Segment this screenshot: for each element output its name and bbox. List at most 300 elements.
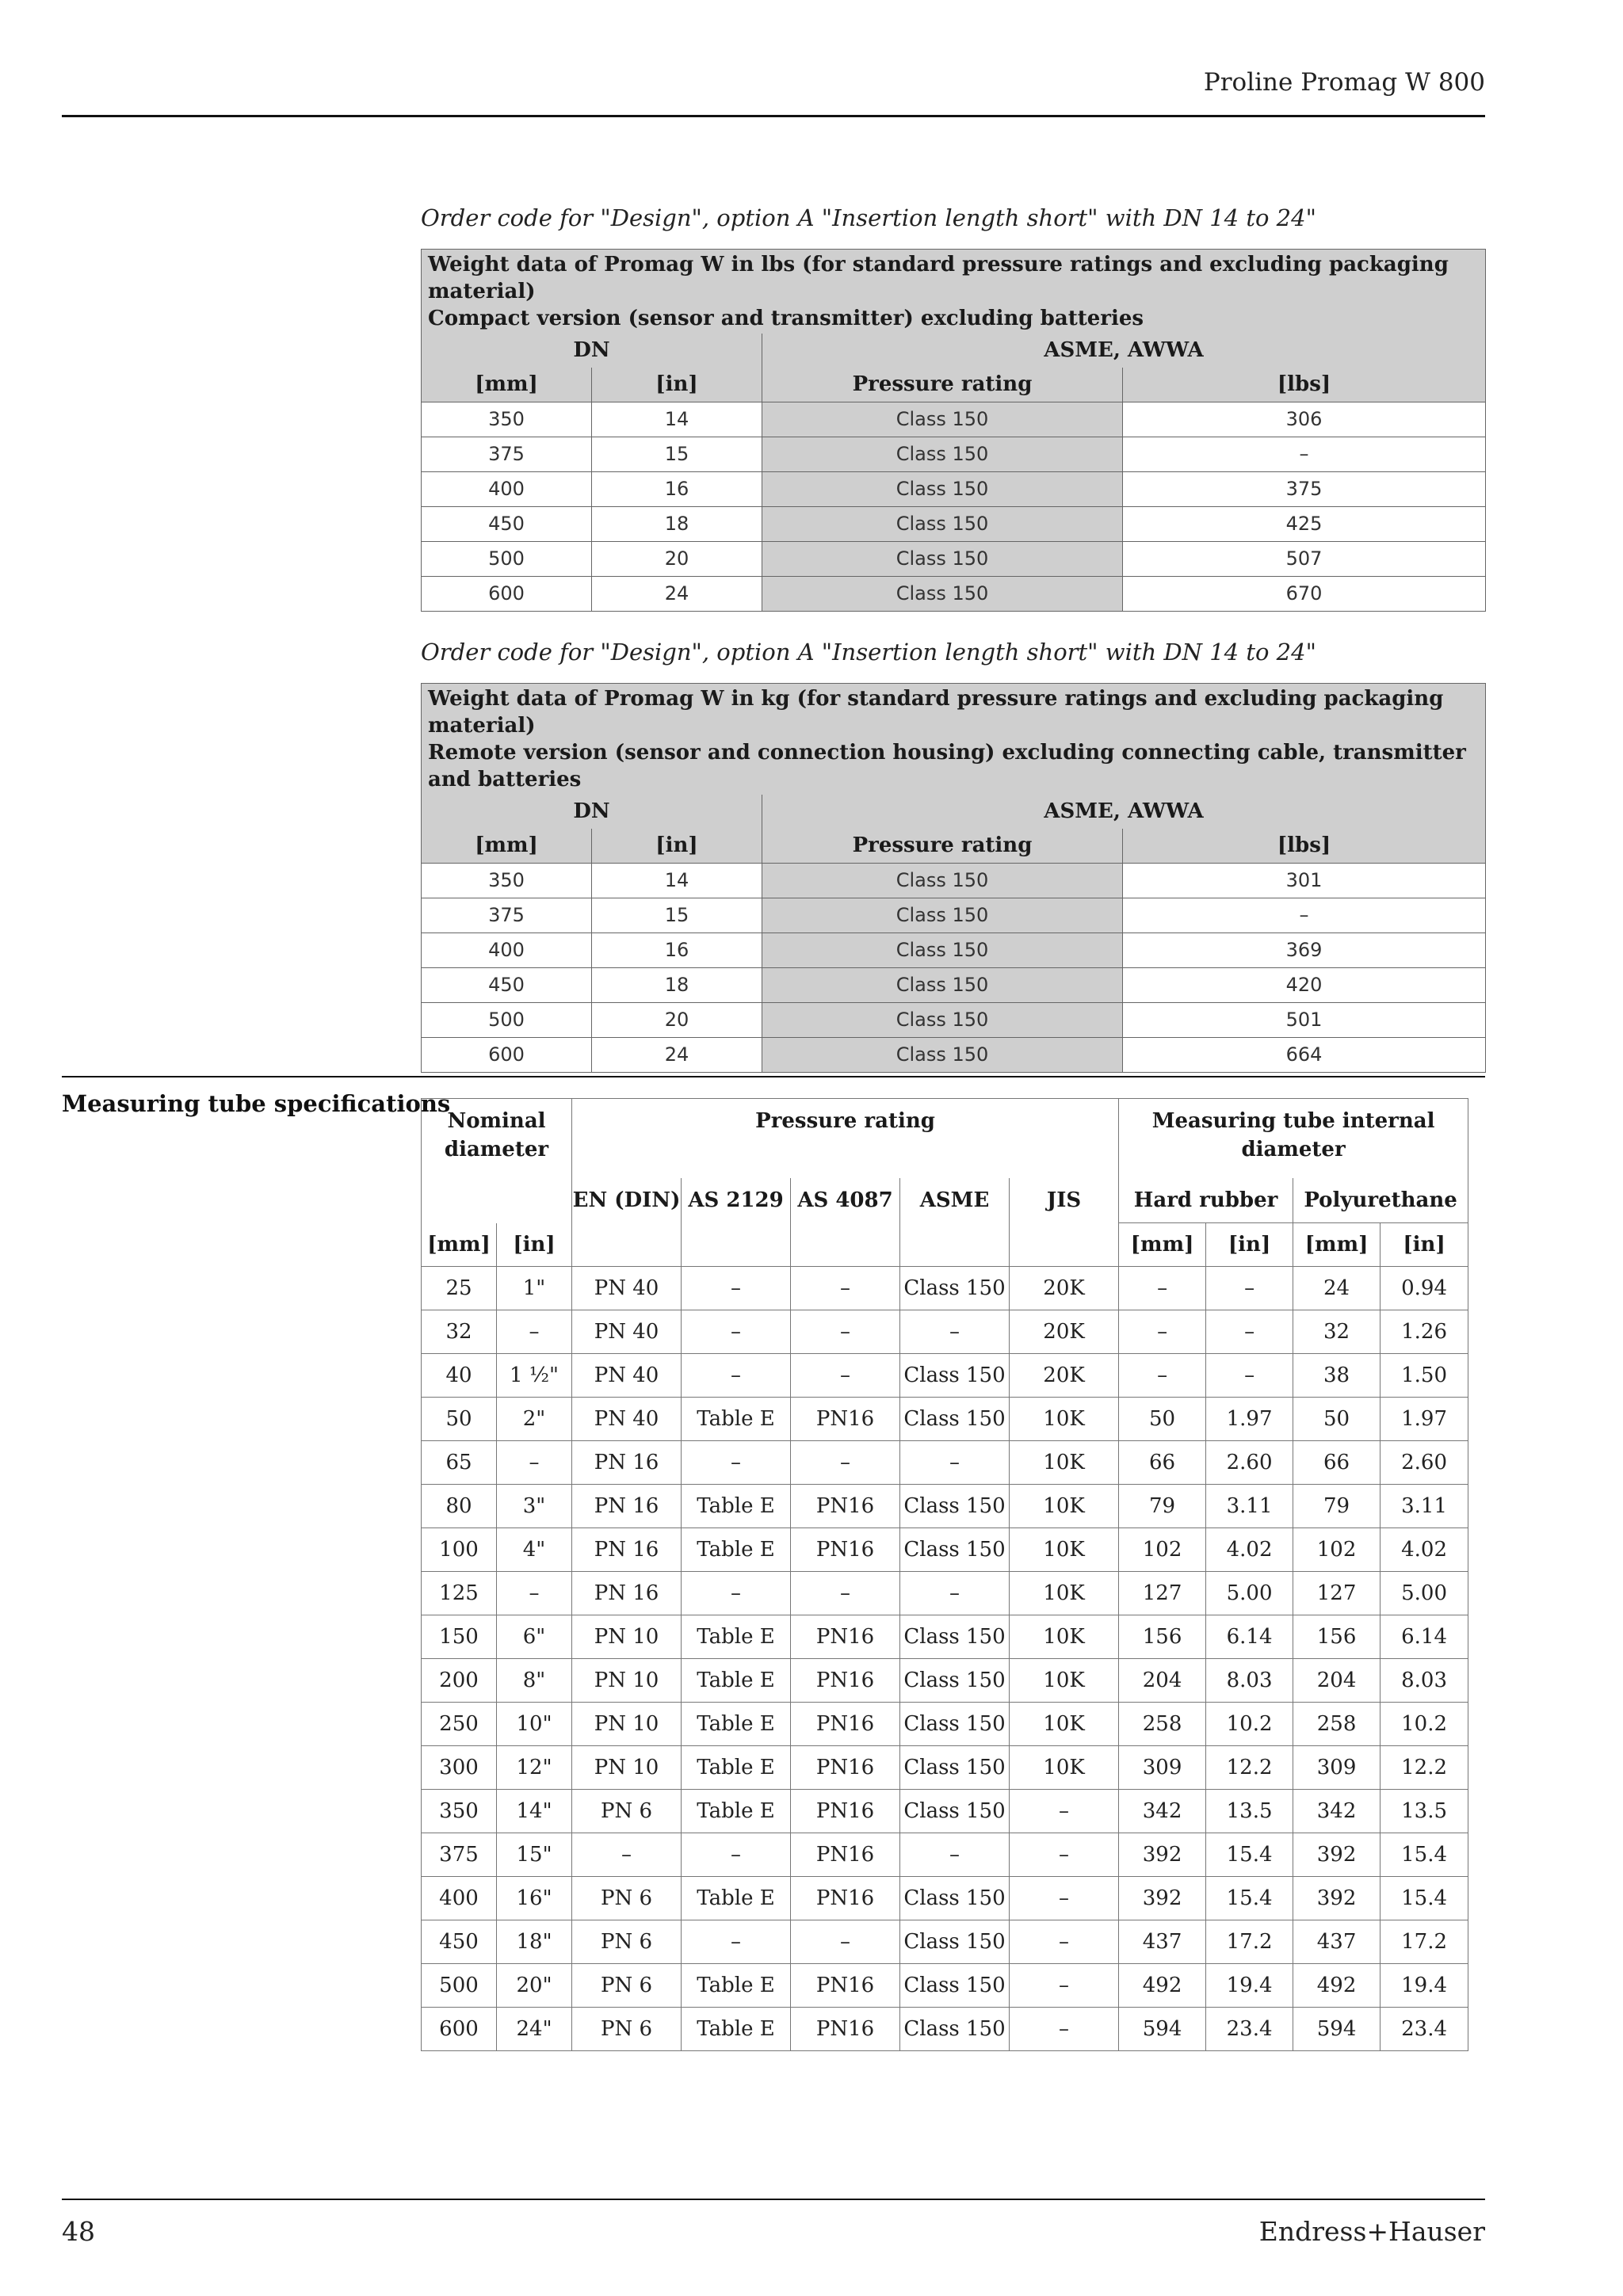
table-cell: – bbox=[1206, 1354, 1293, 1398]
table-cell: 3.11 bbox=[1206, 1485, 1293, 1528]
table-cell: 1.50 bbox=[1381, 1354, 1468, 1398]
table-cell: 40 bbox=[422, 1354, 497, 1398]
table-cell: 670 bbox=[1123, 577, 1486, 612]
table-row bbox=[422, 2008, 1468, 2051]
table-cell: Class 150 bbox=[900, 1267, 1010, 1310]
table-cell: – bbox=[497, 1572, 572, 1615]
table-cell: 18 bbox=[592, 507, 762, 542]
table-cell: 375 bbox=[1123, 472, 1486, 507]
table-cell: 306 bbox=[1123, 402, 1486, 437]
table-cell: 375 bbox=[422, 1833, 497, 1877]
table-cell: Class 150 bbox=[900, 1703, 1010, 1746]
table-cell: 450 bbox=[422, 507, 592, 542]
table-cell: 600 bbox=[422, 577, 592, 612]
weight-table-compact bbox=[421, 249, 1486, 612]
table-row bbox=[422, 1354, 1468, 1398]
table2-title bbox=[422, 684, 1486, 795]
tube-unit-poly-mm: [mm] bbox=[1293, 1223, 1381, 1267]
table1-group-dn: DN bbox=[422, 334, 762, 368]
table-cell: – bbox=[791, 1310, 900, 1354]
table-row bbox=[422, 1398, 1468, 1441]
table-cell: – bbox=[791, 1267, 900, 1310]
table-cell: 1" bbox=[497, 1267, 572, 1310]
table-cell: – bbox=[900, 1572, 1010, 1615]
table-cell: Class 150 bbox=[900, 1528, 1010, 1572]
table-cell: 250 bbox=[422, 1703, 497, 1746]
table-cell: – bbox=[1119, 1354, 1206, 1398]
table-cell: 0.94 bbox=[1381, 1267, 1468, 1310]
table-cell: 16 bbox=[592, 933, 762, 968]
table-cell: 204 bbox=[1293, 1659, 1381, 1703]
table-cell: PN16 bbox=[791, 2008, 900, 2051]
table-cell: 24 bbox=[1293, 1267, 1381, 1310]
table-cell: 19.4 bbox=[1206, 1964, 1293, 2008]
table-cell: 125 bbox=[422, 1572, 497, 1615]
table-cell: PN 6 bbox=[572, 1790, 682, 1833]
table-cell: 10K bbox=[1010, 1746, 1119, 1790]
table-cell: – bbox=[1010, 2008, 1119, 2051]
table-cell: PN 16 bbox=[572, 1572, 682, 1615]
table-row bbox=[422, 1920, 1468, 1964]
table-cell: 8.03 bbox=[1206, 1659, 1293, 1703]
table-cell: Table E bbox=[682, 1877, 791, 1920]
table-cell: 17.2 bbox=[1381, 1920, 1468, 1964]
table-cell: Table E bbox=[682, 1790, 791, 1833]
tube-header-as2129: AS 2129 bbox=[682, 1178, 791, 1223]
table-cell: Class 150 bbox=[900, 1920, 1010, 1964]
table-cell: PN16 bbox=[791, 1746, 900, 1790]
tube-header-as4087: AS 4087 bbox=[791, 1178, 900, 1223]
table-cell: 14 bbox=[592, 864, 762, 898]
tube-header-asme: ASME bbox=[900, 1178, 1010, 1223]
table-row bbox=[422, 933, 1486, 968]
table-cell: – bbox=[900, 1310, 1010, 1354]
table-cell: – bbox=[791, 1572, 900, 1615]
table-cell: 664 bbox=[1123, 1038, 1486, 1073]
table-cell: 10K bbox=[1010, 1703, 1119, 1746]
table-cell: PN 6 bbox=[572, 1877, 682, 1920]
table-cell: 66 bbox=[1119, 1441, 1206, 1485]
table-cell: Class 150 bbox=[762, 507, 1123, 542]
table-cell: 150 bbox=[422, 1615, 497, 1659]
table-cell: 16 bbox=[592, 472, 762, 507]
table-cell: 350 bbox=[422, 864, 592, 898]
table-cell: PN 16 bbox=[572, 1441, 682, 1485]
table-cell: Class 150 bbox=[762, 437, 1123, 472]
table-cell: 19.4 bbox=[1381, 1964, 1468, 2008]
table-cell: Table E bbox=[682, 1528, 791, 1572]
table-row bbox=[422, 898, 1486, 933]
table-row bbox=[422, 1615, 1468, 1659]
table-cell: 258 bbox=[1119, 1703, 1206, 1746]
table-cell: Class 150 bbox=[762, 577, 1123, 612]
tube-unit-in: [in] bbox=[497, 1223, 572, 1267]
table-cell: 437 bbox=[1119, 1920, 1206, 1964]
table-cell: – bbox=[1010, 1964, 1119, 2008]
table-cell: 10" bbox=[497, 1703, 572, 1746]
table-cell: 507 bbox=[1123, 542, 1486, 577]
table-cell: 342 bbox=[1293, 1790, 1381, 1833]
table-cell: 2.60 bbox=[1381, 1441, 1468, 1485]
table-cell: 79 bbox=[1293, 1485, 1381, 1528]
table-cell: – bbox=[682, 1267, 791, 1310]
table-cell: 400 bbox=[422, 1877, 497, 1920]
table-cell: 13.5 bbox=[1206, 1790, 1293, 1833]
table-cell: 369 bbox=[1123, 933, 1486, 968]
table-cell: 10K bbox=[1010, 1615, 1119, 1659]
tube-unit-blank-en bbox=[572, 1223, 682, 1267]
table-cell: 38 bbox=[1293, 1354, 1381, 1398]
table-row bbox=[422, 864, 1486, 898]
table-cell: 80 bbox=[422, 1485, 497, 1528]
table-cell: 17.2 bbox=[1206, 1920, 1293, 1964]
table-cell: – bbox=[1123, 898, 1486, 933]
table-cell: 594 bbox=[1293, 2008, 1381, 2051]
table-cell: 18" bbox=[497, 1920, 572, 1964]
table-cell: – bbox=[791, 1354, 900, 1398]
table1-title-line2: Compact version (sensor and transmitter) excluding batteries bbox=[428, 307, 1144, 330]
table-cell: 8" bbox=[497, 1659, 572, 1703]
table-cell: PN 10 bbox=[572, 1615, 682, 1659]
table-cell: – bbox=[1010, 1790, 1119, 1833]
table2-col-in: [in] bbox=[592, 829, 762, 864]
table-cell: – bbox=[1010, 1920, 1119, 1964]
table-cell: 20 bbox=[592, 1003, 762, 1038]
table-cell: 300 bbox=[422, 1746, 497, 1790]
table-cell: 1.97 bbox=[1381, 1398, 1468, 1441]
table-cell: PN 10 bbox=[572, 1703, 682, 1746]
table-cell: PN 16 bbox=[572, 1528, 682, 1572]
table-cell: 4.02 bbox=[1381, 1528, 1468, 1572]
table-cell: 501 bbox=[1123, 1003, 1486, 1038]
table-cell: 14" bbox=[497, 1790, 572, 1833]
table-cell: 50 bbox=[1293, 1398, 1381, 1441]
table-cell: 15.4 bbox=[1206, 1833, 1293, 1877]
table-cell: 392 bbox=[1119, 1833, 1206, 1877]
table-cell: PN16 bbox=[791, 1615, 900, 1659]
table-cell: 10K bbox=[1010, 1398, 1119, 1441]
table-cell: 258 bbox=[1293, 1703, 1381, 1746]
table-cell: Class 150 bbox=[900, 1964, 1010, 2008]
table-cell: 18 bbox=[592, 968, 762, 1003]
tube-header-en: EN (DIN) bbox=[572, 1178, 682, 1223]
table-cell: 309 bbox=[1119, 1746, 1206, 1790]
table-cell: 5.00 bbox=[1381, 1572, 1468, 1615]
section-rule bbox=[62, 1076, 1485, 1077]
table-cell: 156 bbox=[1119, 1615, 1206, 1659]
table-cell: 102 bbox=[1119, 1528, 1206, 1572]
tube-unit-blank-asme bbox=[900, 1223, 1010, 1267]
tube-unit-blank-as4087 bbox=[791, 1223, 900, 1267]
table-cell: 400 bbox=[422, 472, 592, 507]
table-cell: PN 6 bbox=[572, 2008, 682, 2051]
table-cell: 420 bbox=[1123, 968, 1486, 1003]
table-cell: 14 bbox=[592, 402, 762, 437]
table-row bbox=[422, 1659, 1468, 1703]
table-cell: 500 bbox=[422, 1003, 592, 1038]
table1-title-line1: Weight data of Promag W in lbs (for standard pressure ratings and excluding packaging material) bbox=[428, 253, 1449, 303]
page-number: 48 bbox=[62, 2216, 95, 2247]
tube-header-nominal: Nominal diameter bbox=[422, 1099, 572, 1179]
tube-header-blank-mm bbox=[422, 1178, 497, 1223]
table-cell: 66 bbox=[1293, 1441, 1381, 1485]
tube-unit-blank-as2129 bbox=[682, 1223, 791, 1267]
table-cell: 79 bbox=[1119, 1485, 1206, 1528]
table-cell: 500 bbox=[422, 1964, 497, 2008]
table-cell: 8.03 bbox=[1381, 1659, 1468, 1703]
table1-body bbox=[422, 402, 1486, 612]
table-cell: Table E bbox=[682, 1485, 791, 1528]
table-cell: 25 bbox=[422, 1267, 497, 1310]
table-cell: PN16 bbox=[791, 1790, 900, 1833]
table-cell: – bbox=[791, 1920, 900, 1964]
table-cell: 1.97 bbox=[1206, 1398, 1293, 1441]
table-cell: PN 10 bbox=[572, 1746, 682, 1790]
table-cell: 15 bbox=[592, 898, 762, 933]
tube-header-jis: JIS bbox=[1010, 1178, 1119, 1223]
table-cell: PN 10 bbox=[572, 1659, 682, 1703]
table-cell: 1 ½" bbox=[497, 1354, 572, 1398]
table1-col-in: [in] bbox=[592, 368, 762, 402]
table1-caption: Order code for "Design", option A "Insertion length short" with DN 14 to 24" bbox=[421, 204, 1316, 231]
table-cell: 6" bbox=[497, 1615, 572, 1659]
table-cell: 437 bbox=[1293, 1920, 1381, 1964]
table-cell: 32 bbox=[422, 1310, 497, 1354]
table-cell: – bbox=[682, 1354, 791, 1398]
tube-unit-poly-in: [in] bbox=[1381, 1223, 1468, 1267]
table-cell: 10K bbox=[1010, 1528, 1119, 1572]
table-cell: 20K bbox=[1010, 1354, 1119, 1398]
table-row bbox=[422, 1441, 1468, 1485]
table-cell: Table E bbox=[682, 1615, 791, 1659]
table-row bbox=[422, 1833, 1468, 1877]
table2-title-line1: Weight data of Promag W in kg (for standard pressure ratings and excluding packaging material) bbox=[428, 687, 1444, 738]
table-cell: 50 bbox=[1119, 1398, 1206, 1441]
table2-col-mm: [mm] bbox=[422, 829, 592, 864]
table-cell: Class 150 bbox=[762, 898, 1123, 933]
tube-header-pressure: Pressure rating bbox=[572, 1099, 1119, 1179]
table-cell: 5.00 bbox=[1206, 1572, 1293, 1615]
header-rule bbox=[62, 115, 1485, 117]
table-cell: 15.4 bbox=[1381, 1877, 1468, 1920]
table-row bbox=[422, 472, 1486, 507]
table-cell: PN16 bbox=[791, 1703, 900, 1746]
section-heading: Measuring tube specifications bbox=[62, 1090, 451, 1117]
table-cell: 15.4 bbox=[1206, 1877, 1293, 1920]
table-cell: Class 150 bbox=[762, 542, 1123, 577]
table-cell: 127 bbox=[1293, 1572, 1381, 1615]
table-row bbox=[422, 1790, 1468, 1833]
table-cell: 10K bbox=[1010, 1572, 1119, 1615]
measuring-tube-table bbox=[421, 1098, 1468, 2051]
table-cell: 204 bbox=[1119, 1659, 1206, 1703]
table-cell: Table E bbox=[682, 1659, 791, 1703]
table-cell: 156 bbox=[1293, 1615, 1381, 1659]
tube-header-blank-in bbox=[497, 1178, 572, 1223]
table3-body bbox=[422, 1267, 1468, 2051]
table-cell: – bbox=[1010, 1877, 1119, 1920]
table-row bbox=[422, 1964, 1468, 2008]
tube-unit-blank-jis bbox=[1010, 1223, 1119, 1267]
tube-header-polyurethane: Polyurethane bbox=[1293, 1178, 1468, 1223]
tube-header-hard-rubber: Hard rubber bbox=[1119, 1178, 1293, 1223]
table-cell: – bbox=[682, 1920, 791, 1964]
table-cell: PN 40 bbox=[572, 1354, 682, 1398]
table-cell: PN16 bbox=[791, 1485, 900, 1528]
table-cell: – bbox=[682, 1833, 791, 1877]
table-cell: 4" bbox=[497, 1528, 572, 1572]
table-row bbox=[422, 1703, 1468, 1746]
table-row bbox=[422, 968, 1486, 1003]
table-row bbox=[422, 1572, 1468, 1615]
table1-col-mm: [mm] bbox=[422, 368, 592, 402]
footer-rule bbox=[62, 2199, 1485, 2200]
table-cell: Class 150 bbox=[900, 1659, 1010, 1703]
document-title: Proline Promag W 800 bbox=[1203, 68, 1485, 97]
tube-unit-hard-in: [in] bbox=[1206, 1223, 1293, 1267]
table-cell: PN 6 bbox=[572, 1964, 682, 2008]
table-cell: – bbox=[900, 1833, 1010, 1877]
tube-unit-hard-mm: [mm] bbox=[1119, 1223, 1206, 1267]
table-cell: 10K bbox=[1010, 1441, 1119, 1485]
table-cell: 65 bbox=[422, 1441, 497, 1485]
table2-body bbox=[422, 864, 1486, 1073]
table-cell: – bbox=[572, 1833, 682, 1877]
table-cell: Class 150 bbox=[900, 2008, 1010, 2051]
table-cell: 13.5 bbox=[1381, 1790, 1468, 1833]
table-cell: Class 150 bbox=[762, 402, 1123, 437]
table-cell: 492 bbox=[1293, 1964, 1381, 2008]
table1-group-std: ASME, AWWA bbox=[762, 334, 1486, 368]
table-cell: – bbox=[1123, 437, 1486, 472]
table-cell: PN16 bbox=[791, 1528, 900, 1572]
table-cell: – bbox=[497, 1310, 572, 1354]
table-cell: 450 bbox=[422, 968, 592, 1003]
table-row bbox=[422, 1038, 1486, 1073]
table-cell: 350 bbox=[422, 1790, 497, 1833]
table-cell: Class 150 bbox=[900, 1746, 1010, 1790]
table-cell: 6.14 bbox=[1381, 1615, 1468, 1659]
table-cell: Class 150 bbox=[900, 1485, 1010, 1528]
table-cell: 6.14 bbox=[1206, 1615, 1293, 1659]
table-row bbox=[422, 1877, 1468, 1920]
table-row bbox=[422, 1267, 1468, 1310]
table-cell: 342 bbox=[1119, 1790, 1206, 1833]
table-cell: 3.11 bbox=[1381, 1485, 1468, 1528]
table-cell: 500 bbox=[422, 542, 592, 577]
table-cell: 24 bbox=[592, 577, 762, 612]
table2-group-dn: DN bbox=[422, 795, 762, 829]
table1-col-pressure: Pressure rating bbox=[762, 368, 1123, 402]
table-cell: 600 bbox=[422, 1038, 592, 1073]
table-cell: – bbox=[682, 1310, 791, 1354]
table-cell: 600 bbox=[422, 2008, 497, 2051]
table-cell: – bbox=[1206, 1310, 1293, 1354]
table-cell: 10K bbox=[1010, 1659, 1119, 1703]
table-cell: 23.4 bbox=[1206, 2008, 1293, 2051]
table-cell: Class 150 bbox=[762, 968, 1123, 1003]
table-row bbox=[422, 507, 1486, 542]
table-cell: Table E bbox=[682, 1964, 791, 2008]
table-cell: PN 6 bbox=[572, 1920, 682, 1964]
table-cell: 2" bbox=[497, 1398, 572, 1441]
table-row bbox=[422, 437, 1486, 472]
table-cell: 15" bbox=[497, 1833, 572, 1877]
table-cell: 4.02 bbox=[1206, 1528, 1293, 1572]
table2-caption: Order code for "Design", option A "Insertion length short" with DN 14 to 24" bbox=[421, 639, 1316, 666]
table-cell: 15.4 bbox=[1381, 1833, 1468, 1877]
table-cell: Class 150 bbox=[900, 1877, 1010, 1920]
table2-col-pressure: Pressure rating bbox=[762, 829, 1123, 864]
table-cell: – bbox=[791, 1441, 900, 1485]
table-cell: Class 150 bbox=[900, 1398, 1010, 1441]
table-cell: 20K bbox=[1010, 1267, 1119, 1310]
table-cell: Table E bbox=[682, 1398, 791, 1441]
table-cell: 392 bbox=[1293, 1833, 1381, 1877]
table2-title-line2: Remote version (sensor and connection housing) excluding connecting cable, transmitter and batteries bbox=[428, 741, 1466, 791]
table-cell: – bbox=[900, 1441, 1010, 1485]
table-cell: Class 150 bbox=[900, 1615, 1010, 1659]
table-cell: 32 bbox=[1293, 1310, 1381, 1354]
table-cell: 200 bbox=[422, 1659, 497, 1703]
table-cell: Table E bbox=[682, 2008, 791, 2051]
table-cell: Table E bbox=[682, 1746, 791, 1790]
table2-col-lbs: [lbs] bbox=[1123, 829, 1486, 864]
table-cell: Class 150 bbox=[900, 1354, 1010, 1398]
table1-col-lbs: [lbs] bbox=[1123, 368, 1486, 402]
table-cell: 3" bbox=[497, 1485, 572, 1528]
table-row bbox=[422, 1528, 1468, 1572]
table-cell: Table E bbox=[682, 1703, 791, 1746]
table-row bbox=[422, 542, 1486, 577]
table-cell: Class 150 bbox=[762, 864, 1123, 898]
table-cell: 10K bbox=[1010, 1485, 1119, 1528]
table-cell: 400 bbox=[422, 933, 592, 968]
table-cell: 392 bbox=[1293, 1877, 1381, 1920]
table-cell: Class 150 bbox=[900, 1790, 1010, 1833]
table-cell: 100 bbox=[422, 1528, 497, 1572]
table-cell: 20 bbox=[592, 542, 762, 577]
table-cell: 15 bbox=[592, 437, 762, 472]
table-cell: Class 150 bbox=[762, 933, 1123, 968]
table-cell: – bbox=[682, 1441, 791, 1485]
table1-title bbox=[422, 250, 1486, 334]
table-cell: – bbox=[1119, 1267, 1206, 1310]
table-cell: 23.4 bbox=[1381, 2008, 1468, 2051]
table-cell: 309 bbox=[1293, 1746, 1381, 1790]
table-cell: PN16 bbox=[791, 1964, 900, 2008]
table-cell: 10.2 bbox=[1381, 1703, 1468, 1746]
table-cell: 102 bbox=[1293, 1528, 1381, 1572]
table-cell: Class 150 bbox=[762, 1038, 1123, 1073]
table-cell: 450 bbox=[422, 1920, 497, 1964]
brand-name: Endress+Hauser bbox=[1258, 2216, 1485, 2247]
table-cell: – bbox=[1119, 1310, 1206, 1354]
table-row bbox=[422, 1746, 1468, 1790]
table-cell: PN 40 bbox=[572, 1310, 682, 1354]
table-cell: 127 bbox=[1119, 1572, 1206, 1615]
table-cell: 301 bbox=[1123, 864, 1486, 898]
table-cell: – bbox=[497, 1441, 572, 1485]
table-cell: 12.2 bbox=[1381, 1746, 1468, 1790]
table-cell: Class 150 bbox=[762, 472, 1123, 507]
table-cell: PN16 bbox=[791, 1833, 900, 1877]
table-cell: 24" bbox=[497, 2008, 572, 2051]
table-cell: – bbox=[1010, 1833, 1119, 1877]
table-cell: 50 bbox=[422, 1398, 497, 1441]
table-cell: 375 bbox=[422, 898, 592, 933]
table-cell: 16" bbox=[497, 1877, 572, 1920]
